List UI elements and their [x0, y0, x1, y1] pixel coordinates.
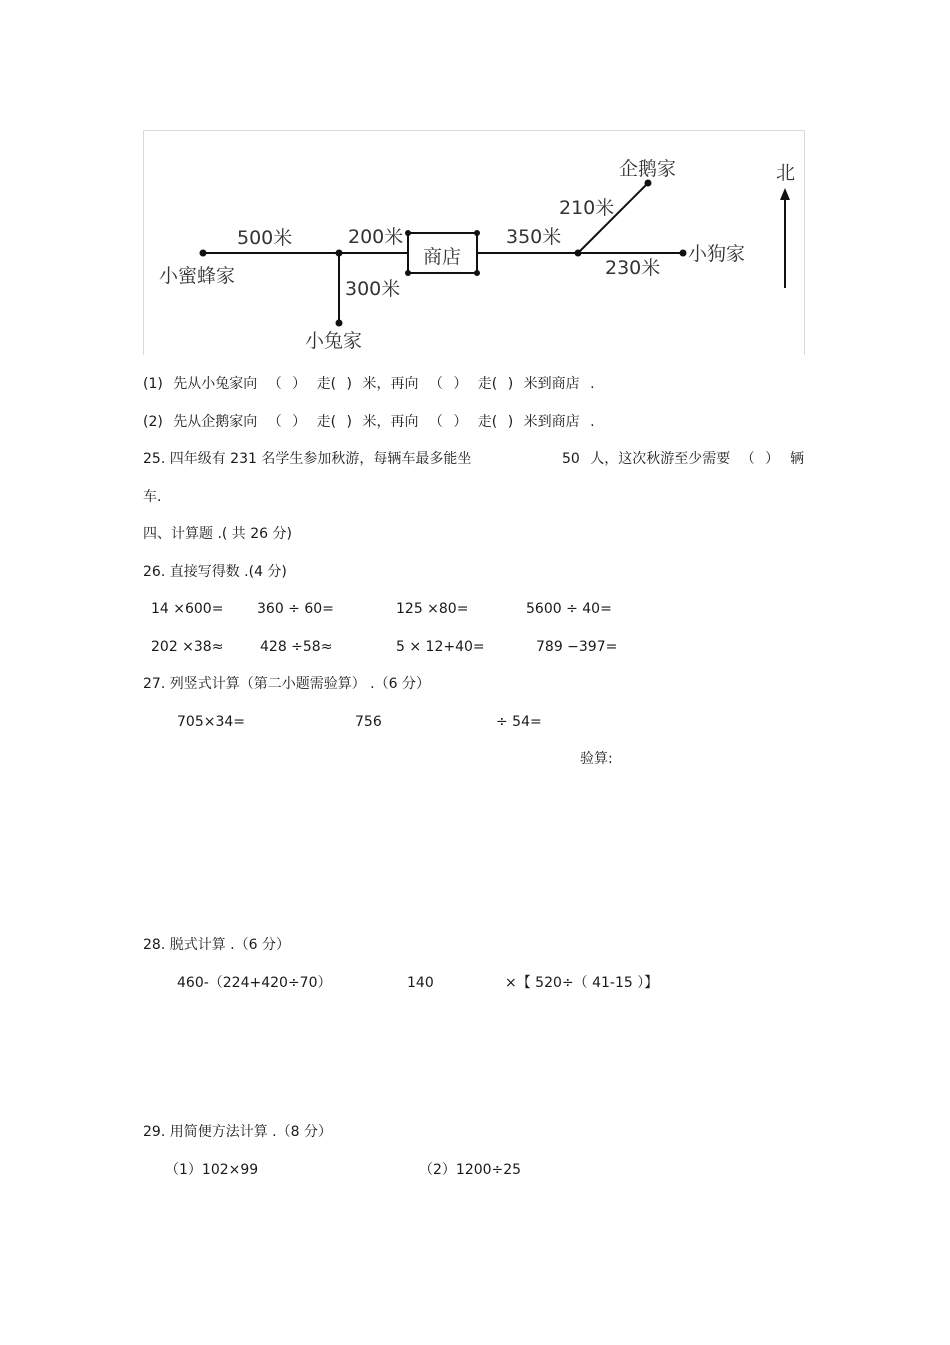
q25-line2: 车.: [143, 489, 162, 505]
route-map: [143, 130, 805, 356]
distance-230: 230米: [605, 257, 661, 279]
q26-item: 428 ÷58≈: [260, 639, 333, 655]
dog-home-dot: [680, 250, 687, 257]
q27-item1: 705×34=: [177, 714, 245, 730]
shop-corner-dot: [474, 230, 480, 236]
q24-line1: (1) 先从小兔家向 （ ） 走( ) 米，再向 （ ） 走( ) 米到商店 .: [143, 376, 595, 392]
q27-item2-a: 756: [355, 714, 382, 730]
bee-home-label: 小蜜蜂家: [159, 265, 236, 287]
penguin-home-dot: [645, 180, 652, 187]
q28-item1: 460-（224+420÷70）: [177, 975, 332, 991]
q26-heading: 26. 直接写得数 .(4 分): [143, 564, 287, 580]
q26-item: 5600 ÷ 40=: [526, 601, 612, 617]
junction-dot: [336, 250, 343, 257]
q26-item: 789 −397=: [536, 639, 618, 655]
shop-label: 商店: [423, 246, 462, 268]
q29-item1: （1）102×99: [165, 1162, 259, 1178]
shop-corner-dot: [405, 230, 411, 236]
q25-line1-c: 辆: [790, 451, 804, 467]
shop-corner-dot: [474, 270, 480, 276]
rabbit-home-label: 小兔家: [305, 330, 363, 352]
q26-item: 14 ×600=: [151, 601, 224, 617]
branch-dot: [575, 250, 582, 257]
q28-item2-b: ×【 520÷（ 41-15 ）】: [505, 975, 659, 991]
q27-item2-b: ÷ 54=: [496, 714, 542, 730]
rabbit-home-dot: [336, 320, 343, 327]
distance-210: 210米: [559, 197, 615, 219]
q26-item: 202 ×38≈: [151, 639, 224, 655]
north-label: 北: [776, 162, 796, 184]
distance-350: 350米: [506, 226, 562, 248]
q25-line1-b: 50 人，这次秋游至少需要 （ ）: [562, 451, 780, 467]
distance-200: 200米: [348, 226, 404, 248]
section4-heading: 四、计算题 .( 共 26 分): [143, 526, 292, 542]
q26-item: 5 × 12+40=: [396, 639, 485, 655]
bee-home-dot: [200, 250, 207, 257]
q26-item: 360 ÷ 60=: [257, 601, 334, 617]
dog-home-label: 小狗家: [688, 243, 746, 265]
q26-item: 125 ×80=: [396, 601, 469, 617]
penguin-home-label: 企鹅家: [619, 158, 677, 180]
distance-500: 500米: [237, 227, 293, 249]
north-arrow-icon: [780, 188, 790, 200]
q25-line1-a: 25. 四年级有 231 名学生参加秋游，每辆车最多能坐: [143, 451, 472, 467]
q24-line2: (2) 先从企鹅家向 （ ） 走( ) 米，再向 （ ） 走( ) 米到商店 .: [143, 414, 595, 430]
q28-item2-a: 140: [407, 975, 434, 991]
shop-corner-dot: [405, 270, 411, 276]
q27-check: 验算:: [580, 751, 613, 767]
q28-heading: 28. 脱式计算 .（6 分）: [143, 937, 290, 953]
q29-item2: （2）1200÷25: [419, 1162, 522, 1178]
q29-heading: 29. 用简便方法计算 .（8 分）: [143, 1124, 332, 1140]
q27-heading: 27. 列竖式计算（第二小题需验算） .（6 分）: [143, 676, 430, 692]
distance-300: 300米: [345, 278, 401, 300]
